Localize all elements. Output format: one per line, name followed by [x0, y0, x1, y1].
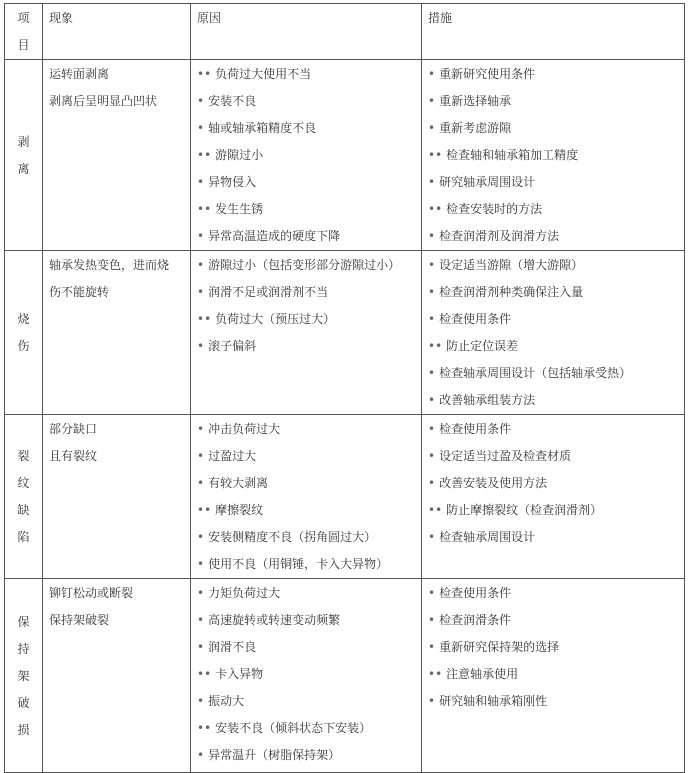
- bullet-icon: ••: [197, 148, 212, 162]
- measure-item: [428, 580, 678, 607]
- header-item-cell: [5, 4, 43, 60]
- cause-item: [197, 61, 415, 88]
- category-char: 伤: [17, 339, 30, 353]
- measure-item: [428, 497, 678, 524]
- measure-item: [428, 607, 678, 634]
- measure-text: 研究轴和轴承箱刚性: [439, 694, 548, 708]
- bullet-icon: ••: [428, 148, 443, 162]
- cause-item: [197, 551, 415, 578]
- bullet-icon: ••: [197, 667, 212, 681]
- cause-item: [197, 169, 415, 196]
- measure-text: 改善轴承组装方法: [439, 393, 536, 407]
- phenomenon-cell: [43, 579, 191, 773]
- bullet-icon: •: [197, 94, 205, 108]
- cause-item: [197, 306, 415, 333]
- measure-text: 研究轴承周围设计: [439, 175, 536, 189]
- cause-item: [197, 524, 415, 551]
- measure-item: [428, 634, 678, 661]
- measure-text: 检查使用条件: [439, 422, 512, 436]
- bullet-icon: •: [197, 449, 205, 463]
- bullet-icon: •: [197, 748, 205, 762]
- header-row: [5, 4, 685, 60]
- cause-text: 异常高温造成的硬度下降: [208, 229, 341, 243]
- cause-text: 发生生锈: [215, 202, 264, 216]
- bearing-failure-table: [4, 3, 685, 773]
- header-cause: 原因: [197, 11, 222, 25]
- header-phenomenon: 现象: [49, 11, 74, 25]
- cause-cell: [191, 579, 422, 773]
- category-cell: [5, 579, 43, 773]
- category-char: 离: [17, 161, 30, 176]
- cause-text: 振动大: [208, 694, 245, 708]
- bullet-icon: ••: [197, 503, 212, 517]
- cause-item: [197, 443, 415, 470]
- measure-text: 防止定位误差: [446, 339, 519, 353]
- bullet-icon: ••: [428, 667, 443, 681]
- cause-item: [197, 223, 415, 250]
- bullet-icon: •: [428, 449, 436, 463]
- measure-item: [428, 443, 678, 470]
- cause-item: [197, 607, 415, 634]
- cause-text: 游隙过小: [215, 148, 264, 162]
- bullet-icon: •: [197, 530, 205, 544]
- category-cell: [5, 415, 43, 579]
- bullet-icon: •: [197, 586, 205, 600]
- phenomenon-line: 剥离后呈明显凸凹状: [49, 94, 158, 108]
- measure-item: [428, 333, 678, 360]
- category-char: 剥: [17, 134, 30, 149]
- phenomenon-line: 铆钉松动或断裂: [49, 586, 134, 600]
- header-cause-cell: [191, 4, 422, 60]
- cause-text: 安装不良: [208, 94, 257, 108]
- measure-text: 检查轴承周围设计: [439, 530, 536, 544]
- bullet-icon: •: [197, 640, 205, 654]
- measure-item: [428, 306, 678, 333]
- bullet-icon: •: [428, 94, 436, 108]
- measure-item: [428, 88, 678, 115]
- measure-item: [428, 142, 678, 169]
- category-cell: [5, 60, 43, 251]
- cause-item: [197, 580, 415, 607]
- phenomenon-line: 保持架破裂: [49, 613, 110, 627]
- table-row: [5, 579, 685, 773]
- cause-text: 游隙过小（包括变形部分游隙过小）: [208, 258, 401, 272]
- category-char: 损: [17, 722, 30, 737]
- cause-text: 轴或轴承箱精度不良: [208, 121, 317, 135]
- cause-text: 有较大剥离: [208, 476, 269, 490]
- table-row: [5, 60, 685, 251]
- cause-text: 力矩负荷过大: [208, 586, 281, 600]
- cause-text: 使用不良（用铜锤，卡入大异物）: [208, 557, 389, 571]
- measure-text: 重新研究保持架的选择: [439, 640, 560, 654]
- bullet-icon: ••: [428, 202, 443, 216]
- cause-text: 卡入异物: [215, 667, 264, 681]
- measure-cell: [422, 415, 685, 579]
- bullet-icon: •: [428, 67, 436, 81]
- cause-cell: [191, 415, 422, 579]
- phenomenon-line: 伤不能旋转: [49, 285, 110, 299]
- cause-item: [197, 416, 415, 443]
- measure-text: 重新考虑游隙: [439, 121, 512, 135]
- bullet-icon: •: [428, 393, 436, 407]
- bullet-icon: ••: [197, 312, 212, 326]
- bullet-icon: •: [428, 312, 436, 326]
- bullet-icon: •: [428, 640, 436, 654]
- cause-item: [197, 115, 415, 142]
- category-char: 架: [17, 668, 30, 683]
- measure-item: [428, 688, 678, 715]
- measure-item: [428, 252, 678, 279]
- bullet-icon: •: [428, 530, 436, 544]
- bullet-icon: •: [428, 258, 436, 272]
- table-row: [5, 415, 685, 579]
- measure-cell: [422, 579, 685, 773]
- category-char: 保: [17, 614, 30, 629]
- bullet-icon: ••: [428, 503, 443, 517]
- measure-text: 防止摩擦裂纹（检查润滑剂）: [446, 503, 603, 517]
- bullet-icon: •: [428, 175, 436, 189]
- bullet-icon: •: [197, 339, 205, 353]
- measure-item: [428, 196, 678, 223]
- bullet-icon: •: [428, 422, 436, 436]
- phenomenon-line: 轴承发热变色，进而烧: [49, 258, 170, 272]
- cause-item: [197, 279, 415, 306]
- bullet-icon: •: [197, 557, 205, 571]
- phenomenon-cell: [43, 415, 191, 579]
- phenomenon-line: 部分缺口: [49, 422, 98, 436]
- bullet-icon: •: [428, 366, 436, 380]
- cause-text: 润滑不良: [208, 640, 257, 654]
- cause-item: [197, 742, 415, 769]
- category-char: 破: [17, 695, 30, 710]
- measure-text: 改善安装及使用方法: [439, 476, 548, 490]
- measure-item: [428, 416, 678, 443]
- measure-text: 重新研究使用条件: [439, 67, 536, 81]
- cause-item: [197, 688, 415, 715]
- measure-item: [428, 223, 678, 250]
- bullet-icon: •: [197, 175, 205, 189]
- bullet-icon: •: [197, 422, 205, 436]
- phenomenon-cell: [43, 60, 191, 251]
- bullet-icon: •: [197, 285, 205, 299]
- bullet-icon: ••: [197, 67, 212, 81]
- phenomenon-line: 且有裂纹: [49, 449, 98, 463]
- cause-text: 安装不良（倾斜状态下安装）: [215, 721, 372, 735]
- measure-item: [428, 470, 678, 497]
- measure-text: 重新选择轴承: [439, 94, 512, 108]
- cause-text: 滚子偏斜: [208, 339, 257, 353]
- bullet-icon: •: [197, 229, 205, 243]
- bullet-icon: •: [428, 694, 436, 708]
- measure-item: [428, 661, 678, 688]
- measure-text: 检查使用条件: [439, 312, 512, 326]
- measure-text: 检查润滑剂及润滑方法: [439, 229, 560, 243]
- phenomenon-cell: [43, 251, 191, 415]
- measure-item: [428, 279, 678, 306]
- category-char: 烧: [17, 312, 30, 326]
- measure-item: [428, 360, 678, 387]
- header-measure-cell: [422, 4, 685, 60]
- category-cell: [5, 251, 43, 415]
- bullet-icon: •: [428, 586, 436, 600]
- cause-text: 过盈过大: [208, 449, 257, 463]
- bullet-icon: ••: [197, 721, 212, 735]
- cause-item: [197, 252, 415, 279]
- measure-text: 检查润滑条件: [439, 613, 512, 627]
- bullet-icon: •: [197, 121, 205, 135]
- phenomenon-line: 运转面剥离: [49, 67, 110, 81]
- measure-item: [428, 524, 678, 551]
- header-item-char: 项: [17, 11, 30, 25]
- measure-text: 检查轴和轴承箱加工精度: [446, 148, 579, 162]
- bullet-icon: ••: [428, 339, 443, 353]
- cause-text: 异物侵入: [208, 175, 257, 189]
- measure-item: [428, 387, 678, 414]
- cause-item: [197, 715, 415, 742]
- measure-item: [428, 61, 678, 88]
- cause-text: 安装侧精度不良（拐角圆过大）: [208, 530, 377, 544]
- bullet-icon: •: [428, 121, 436, 135]
- measure-text: 注意轴承使用: [446, 667, 519, 681]
- cause-item: [197, 497, 415, 524]
- measure-text: 检查润滑剂种类确保注入量: [439, 285, 584, 299]
- category-char: 纹: [17, 476, 30, 490]
- bullet-icon: •: [197, 476, 205, 490]
- bullet-icon: •: [428, 613, 436, 627]
- cause-item: [197, 88, 415, 115]
- cause-text: 冲击负荷过大: [208, 422, 281, 436]
- cause-item: [197, 333, 415, 360]
- cause-item: [197, 470, 415, 497]
- bullet-icon: •: [428, 229, 436, 243]
- measure-text: 检查使用条件: [439, 586, 512, 600]
- bullet-icon: •: [197, 613, 205, 627]
- cause-text: 异常温升（树脂保持架）: [208, 748, 341, 762]
- cause-text: 负荷过大使用不当: [215, 67, 312, 81]
- cause-item: [197, 634, 415, 661]
- cause-item: [197, 142, 415, 169]
- bullet-icon: •: [197, 258, 205, 272]
- measure-text: 设定适当过盈及检查材质: [439, 449, 572, 463]
- category-char: 陷: [17, 530, 30, 544]
- cause-text: 负荷过大（预压过大）: [215, 312, 336, 326]
- cause-cell: [191, 251, 422, 415]
- bullet-icon: ••: [197, 202, 212, 216]
- measure-item: [428, 115, 678, 142]
- category-char: 持: [17, 641, 30, 656]
- header-measure: 措施: [428, 11, 453, 25]
- cause-text: 润滑不足或润滑剂不当: [208, 285, 329, 299]
- cause-text: 摩擦裂纹: [215, 503, 264, 517]
- bullet-icon: •: [197, 694, 205, 708]
- category-char: 缺: [17, 503, 30, 517]
- measure-text: 检查轴承周围设计（包括轴承受热）: [439, 366, 632, 380]
- category-char: 裂: [17, 449, 30, 463]
- bullet-icon: •: [428, 285, 436, 299]
- cause-cell: [191, 60, 422, 251]
- table-body: [5, 4, 685, 773]
- cause-item: [197, 661, 415, 688]
- measure-text: 设定适当游隙（增大游隙）: [439, 258, 584, 272]
- measure-cell: [422, 251, 685, 415]
- table-row: [5, 251, 685, 415]
- measure-item: [428, 169, 678, 196]
- header-phenomenon-cell: [43, 4, 191, 60]
- measure-text: 检查安装时的方法: [446, 202, 543, 216]
- cause-text: 高速旋转或转速变动频繁: [208, 613, 341, 627]
- bullet-icon: •: [428, 476, 436, 490]
- cause-item: [197, 196, 415, 223]
- header-item-char: 目: [17, 38, 30, 52]
- measure-cell: [422, 60, 685, 251]
